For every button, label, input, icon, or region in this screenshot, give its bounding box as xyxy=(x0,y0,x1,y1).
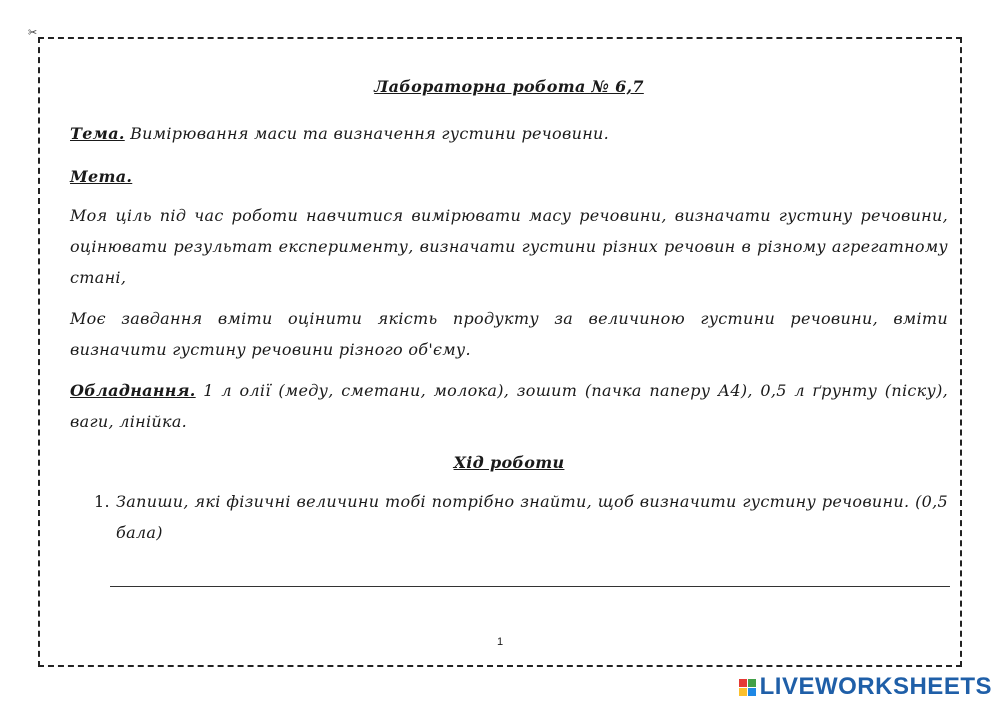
goal-line xyxy=(70,161,948,192)
theme-label: Тема. xyxy=(70,124,125,143)
theme-text: Вимірювання маси та визначення густини речовини. xyxy=(130,124,610,143)
procedure-title: Хід роботи xyxy=(453,453,565,472)
liveworksheets-logo xyxy=(739,673,992,701)
goal-paragraph-2: Моє завдання вміти оцінити якість продукту за величиною густини речовини, вміти визначити густину речовини різного об'єму. xyxy=(70,309,948,359)
worksheet-content xyxy=(70,77,948,548)
brand-name: LIVEWORKSHEETS xyxy=(759,673,992,700)
task-number: 1. xyxy=(94,492,110,511)
goal-paragraph-1: Моя ціль під час роботи навчитися вимірювати масу речовини, визначати густину речовини, оцінювати результат експерименту, визначати густини різних речовин в різному агрегатному стані, xyxy=(70,206,948,287)
equipment-line xyxy=(70,375,948,437)
equipment-text: 1 л олії (меду, сметани, молока), зошит (пачка паперу А4), 0,5 л ґрунту (піску), ваги, лінійка. xyxy=(70,381,949,431)
page-title: Лабораторна робота № 6,7 xyxy=(374,77,644,96)
page-number: 1 xyxy=(496,636,504,648)
task-item xyxy=(70,486,948,548)
task-text: Запиши, які фізичні величини тобі потрібно знайти, щоб визначити густину речовини. (0,5 бала) xyxy=(116,492,948,542)
worksheet-page xyxy=(38,37,962,667)
answer-line-input[interactable] xyxy=(110,586,950,587)
goal-label: Мета. xyxy=(70,167,133,186)
liveworksheets-logo-icon xyxy=(739,679,756,696)
theme-line xyxy=(70,118,948,149)
equipment-label: Обладнання. xyxy=(70,381,196,400)
scissors-icon: ✂ xyxy=(28,26,38,39)
